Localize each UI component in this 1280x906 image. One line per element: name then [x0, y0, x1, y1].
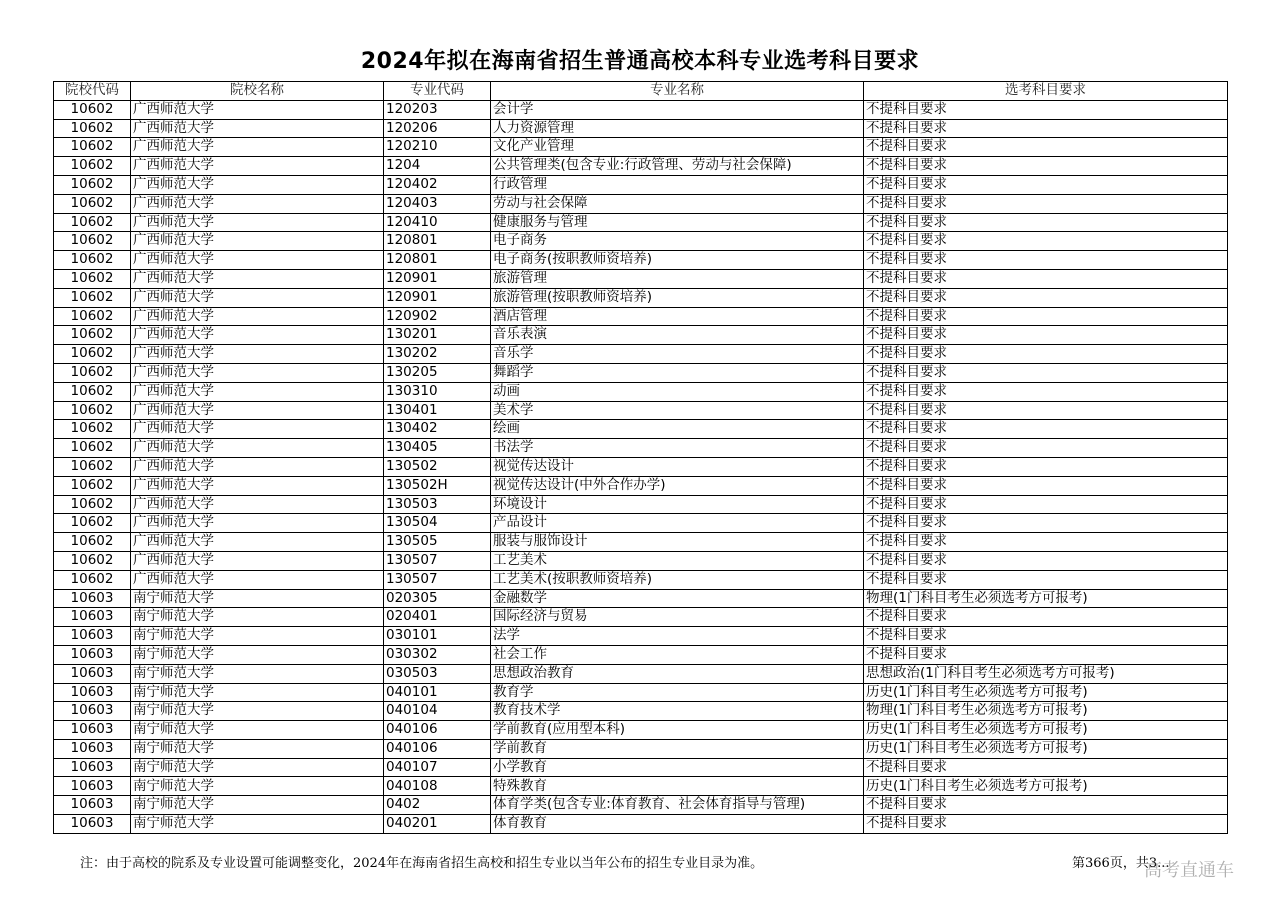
- table-row: [54, 288, 1228, 307]
- school-code-cell: 10603: [54, 589, 131, 608]
- school-name-cell: 南宁师范大学: [131, 664, 384, 683]
- major-code-cell: 120902: [384, 307, 491, 326]
- major-name-cell: 旅游管理: [491, 269, 864, 288]
- table-row: [54, 420, 1228, 439]
- school-code-cell: 10602: [54, 251, 131, 270]
- school-code-cell: 10603: [54, 796, 131, 815]
- major-code-cell: 120901: [384, 288, 491, 307]
- school-code-cell: 10603: [54, 683, 131, 702]
- major-name-cell: 金融数学: [491, 589, 864, 608]
- requirement-cell: 不提科目要求: [864, 119, 1228, 138]
- major-name-cell: 教育学: [491, 683, 864, 702]
- requirement-cell: 不提科目要求: [864, 533, 1228, 552]
- school-code-cell: 10602: [54, 138, 131, 157]
- major-code-cell: 130502: [384, 457, 491, 476]
- footer-note: 注：由于高校的院系及专业设置可能调整变化，2024年在海南省招生高校和招生专业以当年公布的招生专业目录为准。: [80, 856, 764, 871]
- requirement-cell: 不提科目要求: [864, 815, 1228, 834]
- watermark: 高考直通车: [1144, 860, 1234, 881]
- major-name-cell: 产品设计: [491, 514, 864, 533]
- major-name-cell: 环境设计: [491, 495, 864, 514]
- table-row: [54, 796, 1228, 815]
- major-code-cell: 120801: [384, 232, 491, 251]
- major-code-cell: 130401: [384, 401, 491, 420]
- requirement-cell: 历史(1门科目考生必须选考方可报考): [864, 683, 1228, 702]
- table-row: [54, 232, 1228, 251]
- school-name-cell: 广西师范大学: [131, 232, 384, 251]
- school-code-cell: 10603: [54, 664, 131, 683]
- school-name-cell: 广西师范大学: [131, 476, 384, 495]
- requirement-cell: 不提科目要求: [864, 514, 1228, 533]
- requirement-cell: 不提科目要求: [864, 420, 1228, 439]
- requirement-cell: 物理(1门科目考生必须选考方可报考): [864, 589, 1228, 608]
- table-row: [54, 100, 1228, 119]
- major-name-cell: 行政管理: [491, 175, 864, 194]
- major-name-cell: 公共管理类(包含专业:行政管理、劳动与社会保障): [491, 157, 864, 176]
- requirement-cell: 不提科目要求: [864, 645, 1228, 664]
- header-school-name: 院校名称: [131, 82, 384, 101]
- major-code-cell: 020305: [384, 589, 491, 608]
- table-row: [54, 627, 1228, 646]
- major-code-cell: 130504: [384, 514, 491, 533]
- major-code-cell: 1204: [384, 157, 491, 176]
- major-code-cell: 130202: [384, 345, 491, 364]
- major-code-cell: 130507: [384, 551, 491, 570]
- school-code-cell: 10603: [54, 721, 131, 740]
- school-name-cell: 南宁师范大学: [131, 608, 384, 627]
- table-row: [54, 589, 1228, 608]
- page-title: 2024年拟在海南省招生普通高校本科专业选考科目要求: [360, 49, 920, 74]
- requirement-cell: 思想政治(1门科目考生必须选考方可报考): [864, 664, 1228, 683]
- table-row: [54, 476, 1228, 495]
- major-name-cell: 书法学: [491, 439, 864, 458]
- major-name-cell: 音乐学: [491, 345, 864, 364]
- school-name-cell: 南宁师范大学: [131, 589, 384, 608]
- school-name-cell: 广西师范大学: [131, 439, 384, 458]
- school-code-cell: 10602: [54, 157, 131, 176]
- school-code-cell: 10602: [54, 100, 131, 119]
- requirement-cell: 不提科目要求: [864, 307, 1228, 326]
- requirement-cell: 不提科目要求: [864, 551, 1228, 570]
- school-code-cell: 10602: [54, 288, 131, 307]
- school-name-cell: 广西师范大学: [131, 457, 384, 476]
- table-row: [54, 307, 1228, 326]
- major-code-cell: 130201: [384, 326, 491, 345]
- requirement-cell: 不提科目要求: [864, 138, 1228, 157]
- requirement-cell: 不提科目要求: [864, 476, 1228, 495]
- school-name-cell: 南宁师范大学: [131, 758, 384, 777]
- table-row: [54, 777, 1228, 796]
- school-code-cell: 10602: [54, 476, 131, 495]
- major-code-cell: 030302: [384, 645, 491, 664]
- requirement-cell: 不提科目要求: [864, 627, 1228, 646]
- major-code-cell: 040101: [384, 683, 491, 702]
- table-row: [54, 683, 1228, 702]
- school-code-cell: 10603: [54, 777, 131, 796]
- major-code-cell: 040108: [384, 777, 491, 796]
- major-code-cell: 130502H: [384, 476, 491, 495]
- major-name-cell: 思想政治教育: [491, 664, 864, 683]
- major-name-cell: 视觉传达设计(中外合作办学): [491, 476, 864, 495]
- school-code-cell: 10602: [54, 232, 131, 251]
- major-code-cell: 040106: [384, 739, 491, 758]
- major-name-cell: 视觉传达设计: [491, 457, 864, 476]
- requirement-cell: 不提科目要求: [864, 100, 1228, 119]
- requirement-cell: 历史(1门科目考生必须选考方可报考): [864, 777, 1228, 796]
- school-code-cell: 10602: [54, 514, 131, 533]
- major-code-cell: 130310: [384, 382, 491, 401]
- major-name-cell: 文化产业管理: [491, 138, 864, 157]
- school-code-cell: 10602: [54, 420, 131, 439]
- major-code-cell: 030101: [384, 627, 491, 646]
- major-code-cell: 120410: [384, 213, 491, 232]
- school-name-cell: 广西师范大学: [131, 194, 384, 213]
- major-name-cell: 健康服务与管理: [491, 213, 864, 232]
- major-name-cell: 绘画: [491, 420, 864, 439]
- school-code-cell: 10602: [54, 269, 131, 288]
- requirement-cell: 不提科目要求: [864, 269, 1228, 288]
- major-code-cell: 120402: [384, 175, 491, 194]
- school-name-cell: 南宁师范大学: [131, 815, 384, 834]
- school-code-cell: 10603: [54, 645, 131, 664]
- school-name-cell: 广西师范大学: [131, 420, 384, 439]
- header-major-code: 专业代码: [384, 82, 491, 101]
- major-code-cell: 040104: [384, 702, 491, 721]
- school-code-cell: 10602: [54, 175, 131, 194]
- school-code-cell: 10602: [54, 382, 131, 401]
- requirement-cell: 不提科目要求: [864, 363, 1228, 382]
- table-row: [54, 363, 1228, 382]
- school-name-cell: 广西师范大学: [131, 495, 384, 514]
- requirement-cell: 不提科目要求: [864, 796, 1228, 815]
- school-name-cell: 广西师范大学: [131, 269, 384, 288]
- major-name-cell: 体育教育: [491, 815, 864, 834]
- requirement-cell: 不提科目要求: [864, 382, 1228, 401]
- school-name-cell: 广西师范大学: [131, 533, 384, 552]
- requirement-cell: 历史(1门科目考生必须选考方可报考): [864, 739, 1228, 758]
- school-name-cell: 南宁师范大学: [131, 777, 384, 796]
- major-name-cell: 旅游管理(按职教师资培养): [491, 288, 864, 307]
- school-name-cell: 广西师范大学: [131, 514, 384, 533]
- table-row: [54, 175, 1228, 194]
- major-code-cell: 120901: [384, 269, 491, 288]
- requirement-cell: 不提科目要求: [864, 194, 1228, 213]
- table-row: [54, 457, 1228, 476]
- school-name-cell: 南宁师范大学: [131, 721, 384, 740]
- school-code-cell: 10602: [54, 119, 131, 138]
- major-code-cell: 040201: [384, 815, 491, 834]
- table-row: [54, 608, 1228, 627]
- requirement-cell: 历史(1门科目考生必须选考方可报考): [864, 721, 1228, 740]
- school-name-cell: 广西师范大学: [131, 570, 384, 589]
- school-code-cell: 10602: [54, 439, 131, 458]
- major-code-cell: 120210: [384, 138, 491, 157]
- table-row: [54, 495, 1228, 514]
- school-code-cell: 10602: [54, 345, 131, 364]
- school-code-cell: 10602: [54, 533, 131, 552]
- requirement-cell: 不提科目要求: [864, 326, 1228, 345]
- school-name-cell: 南宁师范大学: [131, 702, 384, 721]
- requirement-cell: 物理(1门科目考生必须选考方可报考): [864, 702, 1228, 721]
- school-code-cell: 10602: [54, 495, 131, 514]
- major-name-cell: 工艺美术(按职教师资培养): [491, 570, 864, 589]
- major-name-cell: 社会工作: [491, 645, 864, 664]
- table-row: [54, 345, 1228, 364]
- school-code-cell: 10602: [54, 401, 131, 420]
- major-name-cell: 体育学类(包含专业:体育教育、社会体育指导与管理): [491, 796, 864, 815]
- major-code-cell: 120206: [384, 119, 491, 138]
- table-row: [54, 439, 1228, 458]
- major-code-cell: 040107: [384, 758, 491, 777]
- school-code-cell: 10602: [54, 457, 131, 476]
- school-name-cell: 广西师范大学: [131, 175, 384, 194]
- major-name-cell: 美术学: [491, 401, 864, 420]
- table-row: [54, 551, 1228, 570]
- major-name-cell: 学前教育: [491, 739, 864, 758]
- requirement-cell: 不提科目要求: [864, 175, 1228, 194]
- table-row: [54, 326, 1228, 345]
- major-name-cell: 学前教育(应用型本科): [491, 721, 864, 740]
- school-name-cell: 南宁师范大学: [131, 683, 384, 702]
- major-code-cell: 130505: [384, 533, 491, 552]
- table-row: [54, 721, 1228, 740]
- table-row: [54, 213, 1228, 232]
- school-name-cell: 南宁师范大学: [131, 627, 384, 646]
- school-code-cell: 10602: [54, 307, 131, 326]
- table-row: [54, 401, 1228, 420]
- school-name-cell: 广西师范大学: [131, 363, 384, 382]
- major-code-cell: 130205: [384, 363, 491, 382]
- requirement-cell: 不提科目要求: [864, 288, 1228, 307]
- table-row: [54, 382, 1228, 401]
- school-name-cell: 广西师范大学: [131, 138, 384, 157]
- table-row: [54, 251, 1228, 270]
- major-name-cell: 酒店管理: [491, 307, 864, 326]
- major-code-cell: 020401: [384, 608, 491, 627]
- school-code-cell: 10602: [54, 551, 131, 570]
- school-name-cell: 广西师范大学: [131, 251, 384, 270]
- page-number: 第366页，共3...: [1072, 856, 1170, 871]
- major-name-cell: 教育技术学: [491, 702, 864, 721]
- requirement-cell: 不提科目要求: [864, 439, 1228, 458]
- major-name-cell: 国际经济与贸易: [491, 608, 864, 627]
- header-school-code: 院校代码: [54, 82, 131, 101]
- major-code-cell: 130503: [384, 495, 491, 514]
- major-name-cell: 动画: [491, 382, 864, 401]
- table-row: [54, 702, 1228, 721]
- school-code-cell: 10603: [54, 608, 131, 627]
- major-code-cell: 030503: [384, 664, 491, 683]
- table-row: [54, 758, 1228, 777]
- major-code-cell: 130405: [384, 439, 491, 458]
- major-name-cell: 工艺美术: [491, 551, 864, 570]
- requirement-cell: 不提科目要求: [864, 157, 1228, 176]
- school-code-cell: 10603: [54, 702, 131, 721]
- school-code-cell: 10602: [54, 326, 131, 345]
- major-name-cell: 音乐表演: [491, 326, 864, 345]
- major-name-cell: 服装与服饰设计: [491, 533, 864, 552]
- school-code-cell: 10602: [54, 194, 131, 213]
- requirements-table: [53, 81, 1228, 834]
- requirement-cell: 不提科目要求: [864, 758, 1228, 777]
- major-code-cell: 040106: [384, 721, 491, 740]
- table-row: [54, 119, 1228, 138]
- requirement-cell: 不提科目要求: [864, 213, 1228, 232]
- requirement-cell: 不提科目要求: [864, 345, 1228, 364]
- requirement-cell: 不提科目要求: [864, 570, 1228, 589]
- school-name-cell: 广西师范大学: [131, 213, 384, 232]
- school-code-cell: 10603: [54, 815, 131, 834]
- major-name-cell: 劳动与社会保障: [491, 194, 864, 213]
- table-header-row: [54, 82, 1228, 101]
- requirement-cell: 不提科目要求: [864, 232, 1228, 251]
- school-name-cell: 广西师范大学: [131, 288, 384, 307]
- major-code-cell: 0402: [384, 796, 491, 815]
- school-name-cell: 广西师范大学: [131, 345, 384, 364]
- school-code-cell: 10602: [54, 363, 131, 382]
- school-code-cell: 10603: [54, 739, 131, 758]
- school-name-cell: 南宁师范大学: [131, 739, 384, 758]
- requirement-cell: 不提科目要求: [864, 608, 1228, 627]
- school-name-cell: 广西师范大学: [131, 401, 384, 420]
- major-code-cell: 130402: [384, 420, 491, 439]
- requirement-cell: 不提科目要求: [864, 495, 1228, 514]
- table-row: [54, 815, 1228, 834]
- major-code-cell: 120403: [384, 194, 491, 213]
- school-name-cell: 广西师范大学: [131, 157, 384, 176]
- school-code-cell: 10603: [54, 758, 131, 777]
- major-name-cell: 电子商务(按职教师资培养): [491, 251, 864, 270]
- major-name-cell: 法学: [491, 627, 864, 646]
- table-row: [54, 664, 1228, 683]
- school-name-cell: 广西师范大学: [131, 119, 384, 138]
- table-row: [54, 533, 1228, 552]
- requirement-cell: 不提科目要求: [864, 251, 1228, 270]
- table-row: [54, 514, 1228, 533]
- table-row: [54, 645, 1228, 664]
- table-row: [54, 739, 1228, 758]
- school-name-cell: 广西师范大学: [131, 307, 384, 326]
- major-name-cell: 舞蹈学: [491, 363, 864, 382]
- requirement-cell: 不提科目要求: [864, 401, 1228, 420]
- table-row: [54, 194, 1228, 213]
- major-name-cell: 特殊教育: [491, 777, 864, 796]
- major-code-cell: 130507: [384, 570, 491, 589]
- table-row: [54, 269, 1228, 288]
- major-name-cell: 人力资源管理: [491, 119, 864, 138]
- table-row: [54, 570, 1228, 589]
- school-name-cell: 南宁师范大学: [131, 645, 384, 664]
- header-requirement: 选考科目要求: [864, 82, 1228, 101]
- header-major-name: 专业名称: [491, 82, 864, 101]
- school-name-cell: 广西师范大学: [131, 100, 384, 119]
- school-name-cell: 广西师范大学: [131, 326, 384, 345]
- table-row: [54, 157, 1228, 176]
- table-row: [54, 138, 1228, 157]
- school-name-cell: 南宁师范大学: [131, 796, 384, 815]
- requirement-cell: 不提科目要求: [864, 457, 1228, 476]
- major-name-cell: 会计学: [491, 100, 864, 119]
- major-code-cell: 120203: [384, 100, 491, 119]
- school-code-cell: 10602: [54, 213, 131, 232]
- major-code-cell: 120801: [384, 251, 491, 270]
- school-code-cell: 10602: [54, 570, 131, 589]
- major-name-cell: 电子商务: [491, 232, 864, 251]
- school-code-cell: 10603: [54, 627, 131, 646]
- major-name-cell: 小学教育: [491, 758, 864, 777]
- school-name-cell: 广西师范大学: [131, 382, 384, 401]
- school-name-cell: 广西师范大学: [131, 551, 384, 570]
